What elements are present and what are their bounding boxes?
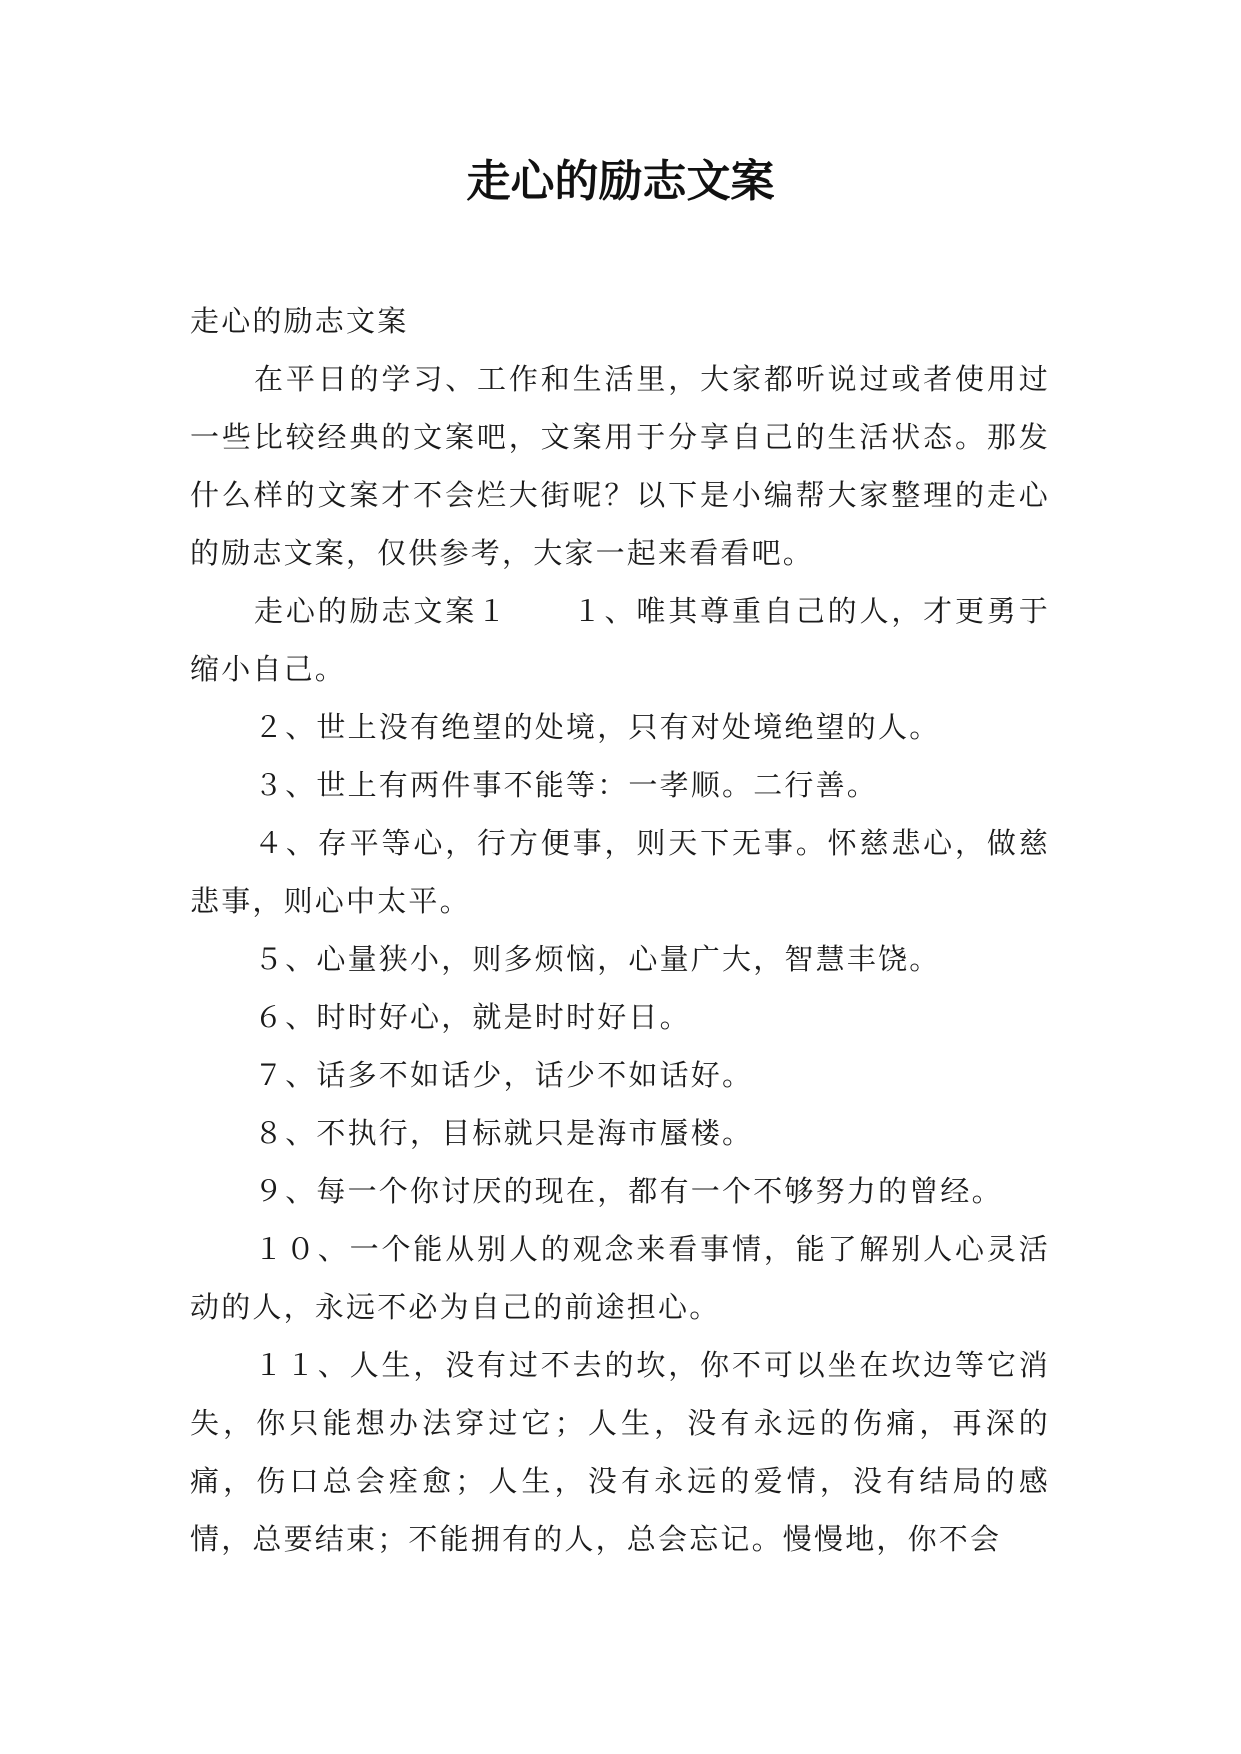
quote-paragraph-8: ８、不执行，目标就只是海市蜃楼。: [254, 1116, 754, 1150]
quote-paragraph-9: ９、每一个你讨厌的现在，都有一个不够努力的曾经。: [254, 1174, 1003, 1208]
quote-paragraph-7: ７、话多不如话少，话少不如话好。: [254, 1058, 754, 1092]
quote-paragraph-1: 走心的励志文案１ １、唯其尊重自己的人，才更勇于缩小自己。: [190, 594, 1050, 686]
quote-paragraph-4: ４、存平等心，行方便事，则天下无事。怀慈悲心，做慈悲事，则心中太平。: [190, 826, 1050, 918]
document-body: [190, 292, 1050, 1568]
intro-paragraph: 在平日的学习、工作和生活里，大家都听说过或者使用过一些比较经典的文案吧，文案用于分享自己的生活状态。那发什么样的文案才不会烂大街呢？以下是小编帮大家整理的走心的励志文案，仅供参考，大家一起来看看吧。: [190, 362, 1050, 570]
quote-paragraph-3: ３、世上有两件事不能等：一孝顺。二行善。: [254, 768, 879, 802]
quote-paragraph-11: １１、人生，没有过不去的坎，你不可以坐在坎边等它消失，你只能想办法穿过它；人生，没有永远的伤痛，再深的痛，伤口总会痊愈；人生，没有永远的爱情，没有结局的感情，总要结束；不能拥有的人，总会忘记。慢慢地，你不会: [190, 1348, 1050, 1556]
quote-paragraph-6: ６、时时好心，就是时时好日。: [254, 1000, 691, 1034]
quote-paragraph-2: ２、世上没有绝望的处境，只有对处境绝望的人。: [254, 710, 941, 744]
quote-paragraph-5: ５、心量狭小，则多烦恼，心量广大，智慧丰饶。: [254, 942, 941, 976]
body-heading: 走心的励志文案: [190, 304, 409, 338]
quote-paragraph-10: １０、一个能从别人的观念来看事情，能了解别人心灵活动的人，永远不必为自己的前途担心。: [190, 1232, 1050, 1324]
document-title: 走心的励志文案: [466, 156, 775, 207]
